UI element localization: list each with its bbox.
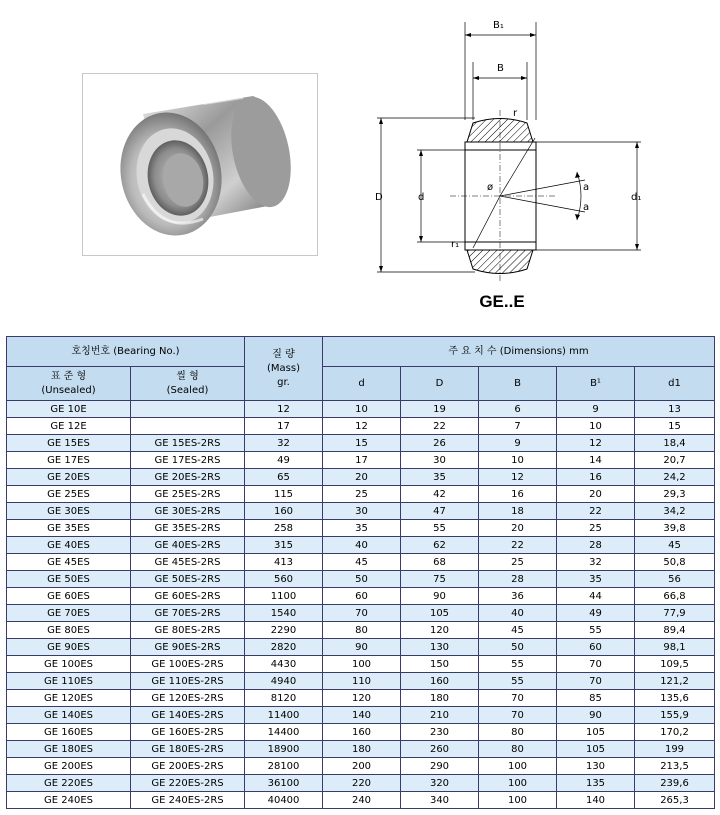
- cell-unsealed-no: GE 35ES: [7, 520, 131, 537]
- cell-B1: 55: [557, 622, 635, 639]
- cell-unsealed-no: GE 45ES: [7, 554, 131, 571]
- table-row: [7, 469, 715, 486]
- label-d: d: [418, 192, 425, 203]
- cell-sealed-no: GE 160ES-2RS: [131, 724, 245, 741]
- cell-unsealed-no: GE 15ES: [7, 435, 131, 452]
- cell-mass: 560: [245, 571, 323, 588]
- header-col-D: D: [401, 367, 479, 401]
- cell-D: 105: [401, 605, 479, 622]
- cell-d: 40: [323, 537, 401, 554]
- cell-d: 200: [323, 758, 401, 775]
- label-a-bottom: a: [583, 202, 590, 213]
- cell-sealed-no: [131, 401, 245, 418]
- cell-sealed-no: GE 110ES-2RS: [131, 673, 245, 690]
- cell-B1: 32: [557, 554, 635, 571]
- cell-unsealed-no: GE 30ES: [7, 503, 131, 520]
- cell-B: 12: [479, 469, 557, 486]
- cell-B: 18: [479, 503, 557, 520]
- cell-sealed-no: GE 200ES-2RS: [131, 758, 245, 775]
- cell-sealed-no: GE 240ES-2RS: [131, 792, 245, 809]
- header-sealed-label: 씰 형: [176, 370, 199, 382]
- cell-unsealed-no: GE 60ES: [7, 588, 131, 605]
- table-row: [7, 758, 715, 775]
- cell-B: 40: [479, 605, 557, 622]
- cell-B1: 135: [557, 775, 635, 792]
- cell-d: 120: [323, 690, 401, 707]
- cell-B: 25: [479, 554, 557, 571]
- label-b: B: [497, 63, 504, 74]
- cell-D: 180: [401, 690, 479, 707]
- table-row: [7, 792, 715, 809]
- cell-D: 90: [401, 588, 479, 605]
- cell-sealed-no: GE 180ES-2RS: [131, 741, 245, 758]
- cell-mass: 1100: [245, 588, 323, 605]
- cell-d1: 66,8: [635, 588, 715, 605]
- cell-D: 150: [401, 656, 479, 673]
- cell-D: 290: [401, 758, 479, 775]
- label-phi: ø: [487, 182, 494, 193]
- cell-D: 35: [401, 469, 479, 486]
- cell-B1: 70: [557, 656, 635, 673]
- cell-d1: 213,5: [635, 758, 715, 775]
- cell-sealed-no: GE 30ES-2RS: [131, 503, 245, 520]
- cell-D: 120: [401, 622, 479, 639]
- cell-B: 22: [479, 537, 557, 554]
- cell-d: 140: [323, 707, 401, 724]
- cell-d: 30: [323, 503, 401, 520]
- table-row: [7, 418, 715, 435]
- cell-D: 26: [401, 435, 479, 452]
- cell-sealed-no: GE 17ES-2RS: [131, 452, 245, 469]
- cell-mass: 8120: [245, 690, 323, 707]
- cell-mass: 36100: [245, 775, 323, 792]
- cell-mass: 258: [245, 520, 323, 537]
- cell-D: 160: [401, 673, 479, 690]
- table-row: [7, 707, 715, 724]
- cell-B: 6: [479, 401, 557, 418]
- cell-d1: 155,9: [635, 707, 715, 724]
- cell-D: 42: [401, 486, 479, 503]
- header-dimensions: 주 요 치 수 (Dimensions) mm: [323, 337, 715, 367]
- cell-mass: 49: [245, 452, 323, 469]
- cell-B1: 85: [557, 690, 635, 707]
- cell-d1: 15: [635, 418, 715, 435]
- table-row: [7, 775, 715, 792]
- cell-d1: 45: [635, 537, 715, 554]
- cell-d: 70: [323, 605, 401, 622]
- cell-B: 7: [479, 418, 557, 435]
- cell-unsealed-no: GE 200ES: [7, 758, 131, 775]
- cell-D: 130: [401, 639, 479, 656]
- cell-B: 36: [479, 588, 557, 605]
- cell-d1: 39,8: [635, 520, 715, 537]
- cell-B1: 105: [557, 741, 635, 758]
- cell-d: 35: [323, 520, 401, 537]
- cell-B: 10: [479, 452, 557, 469]
- cell-unsealed-no: GE 17ES: [7, 452, 131, 469]
- cell-B: 100: [479, 758, 557, 775]
- cell-mass: 65: [245, 469, 323, 486]
- cell-mass: 40400: [245, 792, 323, 809]
- label-r1: r₁: [451, 239, 460, 250]
- cell-d: 100: [323, 656, 401, 673]
- bearing-spec-table: [6, 336, 715, 809]
- header-unsealed-label: 표 준 형: [50, 370, 87, 382]
- cell-sealed-no: GE 70ES-2RS: [131, 605, 245, 622]
- cell-sealed-no: GE 90ES-2RS: [131, 639, 245, 656]
- cell-B1: 70: [557, 673, 635, 690]
- cell-D: 55: [401, 520, 479, 537]
- cell-B1: 16: [557, 469, 635, 486]
- header-mass-unit: gr.: [277, 376, 290, 388]
- cell-sealed-no: [131, 418, 245, 435]
- cell-sealed-no: GE 220ES-2RS: [131, 775, 245, 792]
- cell-d: 90: [323, 639, 401, 656]
- cell-unsealed-no: GE 80ES: [7, 622, 131, 639]
- cell-sealed-no: GE 80ES-2RS: [131, 622, 245, 639]
- label-b1: B₁: [493, 20, 504, 31]
- cell-d1: 89,4: [635, 622, 715, 639]
- cell-d1: 239,6: [635, 775, 715, 792]
- cell-d1: 121,2: [635, 673, 715, 690]
- cell-unsealed-no: GE 25ES: [7, 486, 131, 503]
- cell-B1: 20: [557, 486, 635, 503]
- cell-d1: 24,2: [635, 469, 715, 486]
- cell-d1: 29,3: [635, 486, 715, 503]
- cell-mass: 17: [245, 418, 323, 435]
- cell-d: 220: [323, 775, 401, 792]
- label-r: r: [513, 108, 518, 119]
- cell-B: 70: [479, 707, 557, 724]
- model-caption: GE..E: [479, 292, 525, 311]
- cell-mass: 11400: [245, 707, 323, 724]
- cell-B1: 12: [557, 435, 635, 452]
- table-row: [7, 554, 715, 571]
- cell-B: 100: [479, 792, 557, 809]
- cell-B1: 35: [557, 571, 635, 588]
- table-row: [7, 605, 715, 622]
- header-col-d1: d1: [635, 367, 715, 401]
- cell-sealed-no: GE 120ES-2RS: [131, 690, 245, 707]
- table-row: [7, 503, 715, 520]
- bearing-image: [83, 74, 317, 255]
- cell-mass: 14400: [245, 724, 323, 741]
- table-row: [7, 673, 715, 690]
- table-row: [7, 639, 715, 656]
- cell-D: 320: [401, 775, 479, 792]
- cell-D: 230: [401, 724, 479, 741]
- cell-d1: 13: [635, 401, 715, 418]
- table-row: [7, 724, 715, 741]
- label-a-top: a: [583, 182, 590, 193]
- cell-B1: 28: [557, 537, 635, 554]
- cell-mass: 2290: [245, 622, 323, 639]
- cell-D: 340: [401, 792, 479, 809]
- cell-d1: 135,6: [635, 690, 715, 707]
- header-col-B: B: [479, 367, 557, 401]
- cell-d1: 18,4: [635, 435, 715, 452]
- header-mass: [245, 337, 323, 401]
- cell-D: 75: [401, 571, 479, 588]
- cell-unsealed-no: GE 140ES: [7, 707, 131, 724]
- cell-d: 160: [323, 724, 401, 741]
- bearing-cross-section-diagram: [355, 10, 655, 290]
- header-bearing-no: 호칭번호 (Bearing No.): [7, 337, 245, 367]
- cell-d: 50: [323, 571, 401, 588]
- label-d1: d₁: [631, 192, 642, 203]
- cell-mass: 1540: [245, 605, 323, 622]
- cell-B1: 90: [557, 707, 635, 724]
- cell-unsealed-no: GE 240ES: [7, 792, 131, 809]
- cell-d: 25: [323, 486, 401, 503]
- cell-B: 55: [479, 656, 557, 673]
- cell-B1: 22: [557, 503, 635, 520]
- header-mass-label: 질 량: [272, 348, 295, 360]
- cell-mass: 4940: [245, 673, 323, 690]
- cell-sealed-no: GE 20ES-2RS: [131, 469, 245, 486]
- cell-B1: 130: [557, 758, 635, 775]
- table-row: [7, 452, 715, 469]
- cell-B: 9: [479, 435, 557, 452]
- cell-sealed-no: GE 45ES-2RS: [131, 554, 245, 571]
- cell-B1: 9: [557, 401, 635, 418]
- table-row: [7, 486, 715, 503]
- cell-unsealed-no: GE 180ES: [7, 741, 131, 758]
- cell-unsealed-no: GE 70ES: [7, 605, 131, 622]
- cell-mass: 4430: [245, 656, 323, 673]
- cell-d: 20: [323, 469, 401, 486]
- cell-D: 210: [401, 707, 479, 724]
- cell-mass: 2820: [245, 639, 323, 656]
- cell-d: 10: [323, 401, 401, 418]
- cell-d: 45: [323, 554, 401, 571]
- cell-sealed-no: GE 60ES-2RS: [131, 588, 245, 605]
- cell-sealed-no: GE 35ES-2RS: [131, 520, 245, 537]
- label-D: D: [375, 192, 383, 203]
- cell-d: 180: [323, 741, 401, 758]
- cell-D: 30: [401, 452, 479, 469]
- cell-D: 62: [401, 537, 479, 554]
- cell-unsealed-no: GE 50ES: [7, 571, 131, 588]
- cell-sealed-no: GE 15ES-2RS: [131, 435, 245, 452]
- cell-d: 12: [323, 418, 401, 435]
- cell-d1: 34,2: [635, 503, 715, 520]
- cell-D: 47: [401, 503, 479, 520]
- cell-unsealed-no: GE 20ES: [7, 469, 131, 486]
- cell-d: 80: [323, 622, 401, 639]
- cell-sealed-no: GE 50ES-2RS: [131, 571, 245, 588]
- cell-unsealed-no: GE 12E: [7, 418, 131, 435]
- cell-unsealed-no: GE 90ES: [7, 639, 131, 656]
- cell-mass: 160: [245, 503, 323, 520]
- cell-d: 240: [323, 792, 401, 809]
- cell-sealed-no: GE 140ES-2RS: [131, 707, 245, 724]
- cell-d1: 20,7: [635, 452, 715, 469]
- cell-B: 80: [479, 724, 557, 741]
- header-col-B1: B¹: [557, 367, 635, 401]
- header-unsealed-en: (Unsealed): [41, 384, 96, 396]
- cell-mass: 28100: [245, 758, 323, 775]
- cell-sealed-no: GE 100ES-2RS: [131, 656, 245, 673]
- cell-B: 80: [479, 741, 557, 758]
- cell-unsealed-no: GE 110ES: [7, 673, 131, 690]
- table-row: [7, 537, 715, 554]
- cell-d1: 109,5: [635, 656, 715, 673]
- cell-d1: 50,8: [635, 554, 715, 571]
- cell-B1: 140: [557, 792, 635, 809]
- cell-d1: 56: [635, 571, 715, 588]
- table-row: [7, 520, 715, 537]
- cell-mass: 32: [245, 435, 323, 452]
- header-sealed: [131, 367, 245, 401]
- cell-B: 20: [479, 520, 557, 537]
- cell-unsealed-no: GE 220ES: [7, 775, 131, 792]
- cell-B: 50: [479, 639, 557, 656]
- cell-d1: 170,2: [635, 724, 715, 741]
- cell-B: 70: [479, 690, 557, 707]
- cell-B1: 60: [557, 639, 635, 656]
- cell-unsealed-no: GE 120ES: [7, 690, 131, 707]
- cell-B: 100: [479, 775, 557, 792]
- cell-mass: 12: [245, 401, 323, 418]
- header-sealed-en: (Sealed): [166, 384, 209, 396]
- cell-sealed-no: GE 40ES-2RS: [131, 537, 245, 554]
- cell-d1: 98,1: [635, 639, 715, 656]
- cell-d: 17: [323, 452, 401, 469]
- table-row: [7, 741, 715, 758]
- cell-unsealed-no: GE 10E: [7, 401, 131, 418]
- cell-D: 68: [401, 554, 479, 571]
- cell-unsealed-no: GE 160ES: [7, 724, 131, 741]
- table-row: [7, 588, 715, 605]
- header-unsealed: [7, 367, 131, 401]
- header-col-d: d: [323, 367, 401, 401]
- cell-unsealed-no: GE 40ES: [7, 537, 131, 554]
- table-row: [7, 622, 715, 639]
- header-mass-en: (Mass): [267, 362, 300, 374]
- cell-mass: 315: [245, 537, 323, 554]
- table-row: [7, 690, 715, 707]
- table-row: [7, 435, 715, 452]
- cell-B1: 49: [557, 605, 635, 622]
- cell-D: 260: [401, 741, 479, 758]
- cell-sealed-no: GE 25ES-2RS: [131, 486, 245, 503]
- cell-B: 45: [479, 622, 557, 639]
- cell-B: 28: [479, 571, 557, 588]
- cell-d1: 77,9: [635, 605, 715, 622]
- cell-mass: 413: [245, 554, 323, 571]
- bearing-photo: [82, 73, 318, 256]
- table-row: [7, 401, 715, 418]
- cell-B1: 105: [557, 724, 635, 741]
- cell-B1: 44: [557, 588, 635, 605]
- cell-B1: 14: [557, 452, 635, 469]
- cell-B: 16: [479, 486, 557, 503]
- table-row: [7, 571, 715, 588]
- table-row: [7, 656, 715, 673]
- cell-d: 15: [323, 435, 401, 452]
- cell-B1: 10: [557, 418, 635, 435]
- cell-D: 22: [401, 418, 479, 435]
- cell-mass: 18900: [245, 741, 323, 758]
- cell-d1: 265,3: [635, 792, 715, 809]
- cell-unsealed-no: GE 100ES: [7, 656, 131, 673]
- cell-B: 55: [479, 673, 557, 690]
- cell-d: 110: [323, 673, 401, 690]
- cell-mass: 115: [245, 486, 323, 503]
- cell-d1: 199: [635, 741, 715, 758]
- spec-table-body: [7, 401, 715, 809]
- cell-D: 19: [401, 401, 479, 418]
- cell-d: 60: [323, 588, 401, 605]
- cell-B1: 25: [557, 520, 635, 537]
